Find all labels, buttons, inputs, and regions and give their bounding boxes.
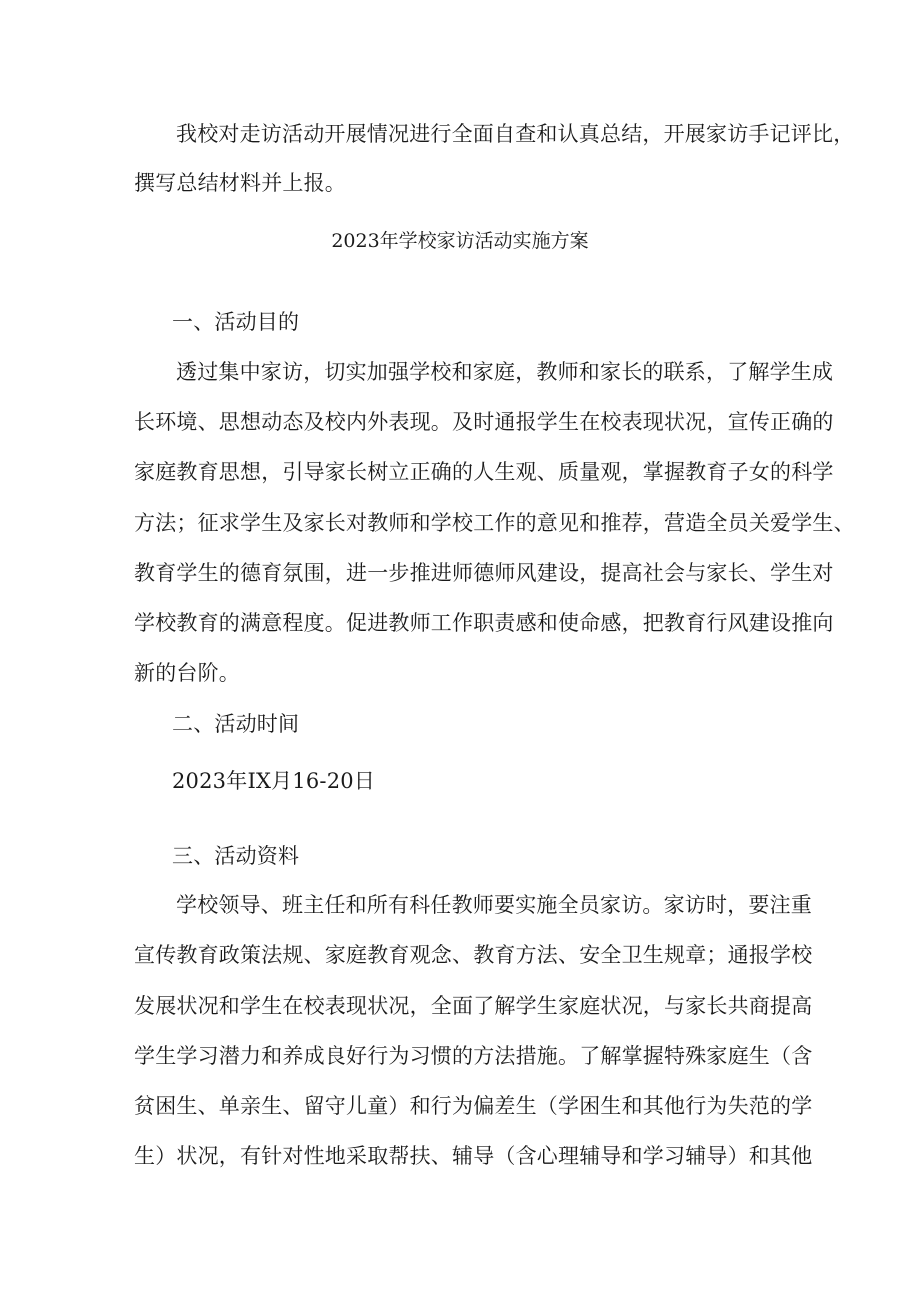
section1-line-4: 方法；征求学生及家长对教师和学校工作的意见和推荐，营造全员关爱学生、 bbox=[134, 511, 855, 535]
section1-line-6: 学校教育的满意程度。促进教师工作职责感和使命感，把教育行风建设推向 bbox=[134, 611, 834, 635]
section1-line-5: 教育学生的德育氛围，进一步推进师德师风建设，提高社会与家长、学生对 bbox=[134, 561, 834, 585]
section1-line-3: 家庭教育思想，引导家长树立正确的人生观、质量观，掌握教育子女的科学 bbox=[134, 460, 834, 484]
section3-heading: 三、活动资料 bbox=[172, 844, 300, 868]
section3-line-5: 贫困生、单亲生、留守儿童）和行为偏差生（学困生和其他行为失范的学 bbox=[134, 1094, 813, 1118]
document-title: 2023年学校家访活动实施方案 bbox=[331, 230, 589, 252]
intro-line-2: 撰写总结材料并上报。 bbox=[134, 171, 346, 195]
section1-line-1: 透过集中家访，切实加强学校和家庭，教师和家长的联系，了解学生成 bbox=[176, 360, 834, 384]
section3-line-6: 生）状况，有针对性地采取帮扶、辅导（含心理辅导和学习辅导）和其他 bbox=[134, 1144, 813, 1168]
section3-line-4: 学生学习潜力和养成良好行为习惯的方法措施。了解掌握特殊家庭生（含 bbox=[134, 1044, 813, 1068]
section1-line-2: 长环境、思想动态及校内外表现。及时通报学生在校表现状况，宣传正确的 bbox=[134, 410, 834, 434]
intro-line-1: 我校对走访活动开展情况进行全面自查和认真总结，开展家访手记评比， bbox=[176, 122, 855, 146]
section2-date: 2023年IX月16-20日 bbox=[172, 769, 376, 793]
section2-heading: 二、活动时间 bbox=[172, 712, 300, 736]
section3-line-1: 学校领导、班主任和所有科任教师要实施全员家访。家访时，要注重 bbox=[176, 893, 812, 917]
section3-line-2: 宣传教育政策法规、家庭教育观念、教育方法、安全卫生规章；通报学校 bbox=[134, 943, 813, 967]
section1-heading: 一、活动目的 bbox=[172, 310, 300, 334]
section3-line-3: 发展状况和学生在校表现状况，全面了解学生家庭状况，与家长共商提高 bbox=[134, 994, 813, 1018]
section1-line-7: 新的台阶。 bbox=[134, 661, 240, 685]
